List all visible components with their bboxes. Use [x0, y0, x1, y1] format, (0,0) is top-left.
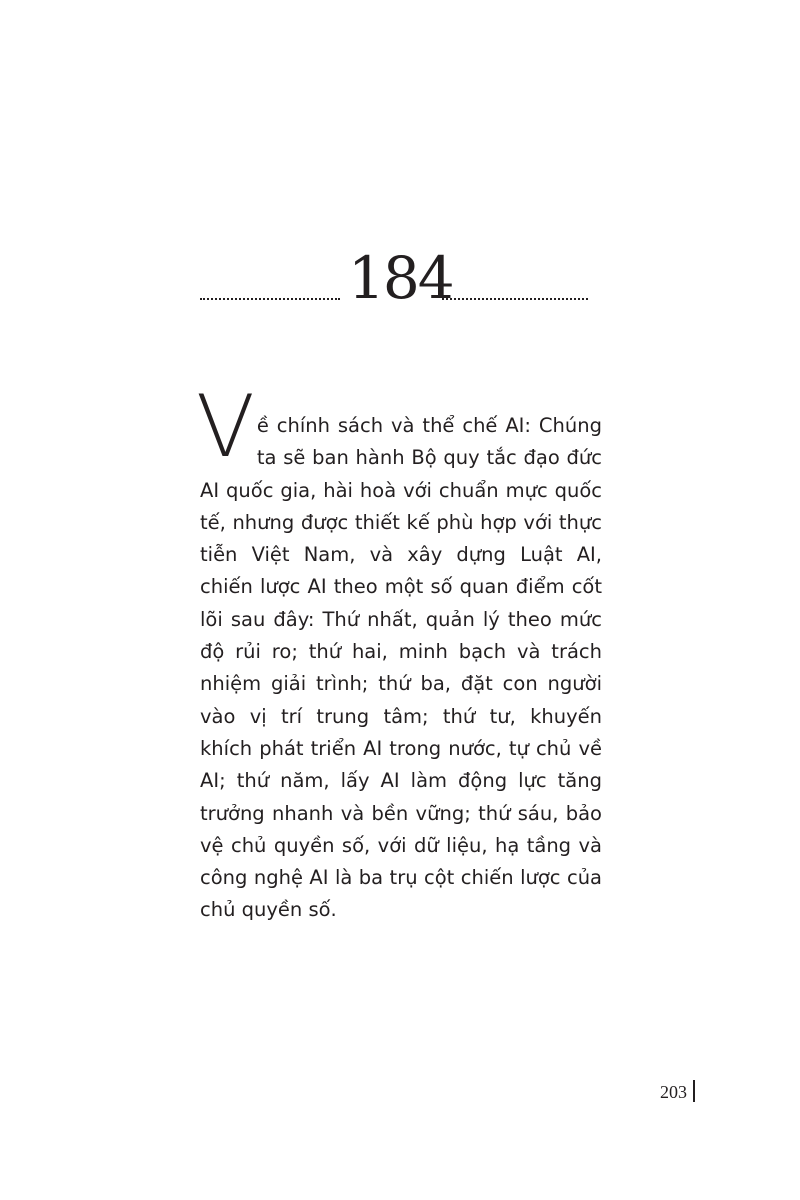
article-body-text: ề chính sách và thể chế AI: Chúng ta sẽ ban hành Bộ quy tắc đạo đức AI quốc gia, hài hoà với chuẩn mực quốc tế, nhưng được thiết kế phù hợp với thực tiễn Việt Nam, và xây dựng Luật AI, chiến lược AI theo một số quan điểm cốt lõi sau đây: Thứ nhất, quản lý theo mức độ rủi ro; thứ hai, minh bạch và trách nhiệm giải trình; thứ ba, đặt con người vào vị trí trung tâm; thứ tư, khuyến khích phát triển AI trong nước, tự chủ về AI; thứ năm, lấy AI làm động lực tăng trưởng nhanh và bền vững; thứ sáu, bảo vệ chủ quyền số, với dữ liệu, hạ tầng và công nghệ AI là ba trụ cột chiến lược của chủ quyền số.	[200, 414, 602, 922]
article-paragraph	[196, 377, 602, 927]
page-number-bar	[693, 1080, 695, 1102]
section-heading	[200, 244, 588, 312]
page-number: 203	[660, 1082, 687, 1102]
heading-dotted-rule-left	[200, 298, 340, 300]
page-footer	[660, 1080, 695, 1104]
section-number: 184	[348, 244, 453, 312]
drop-cap-letter: V	[196, 377, 255, 477]
heading-dotted-rule-right	[442, 298, 588, 300]
